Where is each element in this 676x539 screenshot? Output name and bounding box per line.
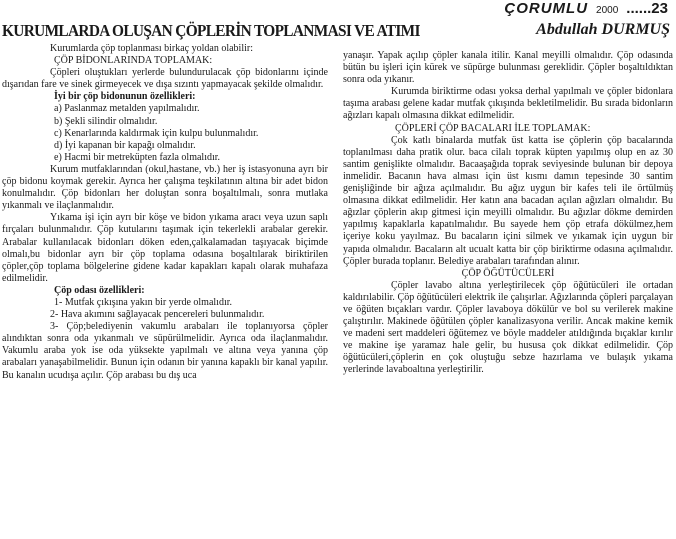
article-author: Abdullah DURMUŞ	[536, 21, 670, 38]
column-right	[343, 50, 673, 377]
paragraph: Çöpler lavabo altına yerleştirilecek çöp öğütücüleri ile ortadan kaldırılabilir. Çöp öğütücüleri elektrik ile çalışırlar. Ağızlarında çöpleri parçalayan ve öğüten bıçakları vardır. Çöpler lavaboya dökülür ve bol su verilerek makine çalıştırılır. Makinede öğütülen çöpler kanalizasyona verilir. Ancak makine kemik ve madeni sert maddeleri öğütemez ve böyle maddeler atıldığında bıçaklar kırılır ve makine işe yaramaz hale gelir, bu hususa çok dikkat edilmelidir. Çöp öğütücüleri,çöplerin en çok oluştuğu sebze hazırlama ve bulaşık yıkama yerlerinde lavaboaltına yerleştirilir.	[343, 279, 673, 376]
masthead	[504, 0, 668, 18]
section-heading-bins: ÇÖP BİDONLARINDA TOPLAMAK:	[54, 55, 213, 67]
list-item: 3- Çöp;belediyenin vakumlu arabaları ile toplanıyorsa çöpler alındıktan sonra oda yıkanmalı ve süpürülmelidir. Ayrıca oda ilaçlanmalıdır. Vakumlu araba yok ise oda yüksekte yapılmalı ve altına veya yanına çöp arabaları yanaşabilmelidir. Bunun için odanın bir yanına kapaklı bir kanal yapılır. Bu kanalın ucudışa açılır. Çöp arabası bu dış uca	[2, 321, 328, 381]
list-item: 2- Hava akımını sağlayacak pencereleri bulunmalıdır.	[50, 309, 265, 321]
list-item: a) Paslanmaz metalden yapılmalıdır.	[54, 103, 200, 115]
paragraph: yanaşır. Yapak açılıp çöpler kanala itilir. Kanal meyilli olmalıdır. Çöp odasında bütün bu işleri için kürek ve süpürge bulunması gereklidir. Çöpler boşaltıldıktan sonra oda yıkanır.	[343, 50, 673, 86]
paragraph: Çok katlı binalarda mutfak üst katta ise çöplerin çöp bacalarında toplanılması daha pratik olur. baca cilalı toprak küpten yapılmış olup en az 30 santim genişlikte olmalıdır. Bacaaşağıda toprak seviyesinde bulunan bir depoya inmelidir. Bacanın hava alması için üst kısmı damın tepesinde 30 santim genişliğinde bir ağıza açılmalıdır. Bu ağız uygun bir kafes teli ile örtülmüş olmasına dikkat edilmelidir. Her katın ana bacadan açılan ağızları olmalıdır. Bu ağızlar çöplerin akıp gitmesi için meyilli olmalıdır. Bu ağızlar dökme demirden yapılmış kapaklarla kapatılmalıdır. Bu sayede hem çöp etrafa dökülmez,hem içeriye koku yayılmaz. Bu bacaların içini silmek ve yıkamak için uygun bir yapıda olmalıdır. Bacaların alt ucualt katta bir çöp biriktirme odasına açılmalıdır. Çöpler burada toplanır. Belediye arabaları tarafından alınır.	[343, 134, 673, 267]
paragraph: Kurum mutfaklarından (okul,hastane, vb.) her iş istasyonuna ayrı bir çöp bidonu koymak gerekir. Ayrıca her çalışma teşkilatının altına bir adet bidon konulmalıdır. Çöp bidonları her doluştan sonra boşaltılmalı, sonra mutlaka yıkanmalı ve ilaçlanmalıdır.	[2, 163, 328, 212]
section-heading-chutes: ÇÖPLERİ ÇÖP BACALARI İLE TOPLAMAK:	[395, 122, 591, 134]
paragraph: Kurumda biriktirme odası yoksa derhal yapılmalı ve çöpler bidonlara taşıma arabası gelene kadar mutfak çıkışında bekletilmelidir. Bu sırada bidonların ağızları kapalı olmasına dikkat edilmelidir.	[343, 86, 673, 122]
list-item: c) Kenarlarında kaldırmak için kulpu bulunmalıdır.	[54, 127, 259, 139]
subheading-bin-features: İyi bir çöp bidonunun özellikleri:	[54, 91, 196, 103]
article-title: KURUMLARDA OLUŞAN ÇÖPLERİN TOPLANMASI VE ATIMI	[2, 21, 420, 40]
section-heading-grinders: ÇÖP ÖĞÜTÜCÜLERİ	[461, 267, 555, 279]
list-item: e) Hacmi bir metreküpten fazla olmalıdır.	[54, 151, 221, 163]
subheading-room-features: Çöp odası özellikleri:	[54, 284, 145, 296]
list-item: d) İyi kapanan bir kapağı olmalıdır.	[54, 139, 196, 151]
issue-year: 2000	[596, 5, 619, 16]
paragraph: Yıkama işi için ayrı bir köşe ve bidon yıkama aracı veya uzun saplı fırçaları bulunmalıdır. Çöp kutularını taşımak için tekerlekli arabalar gerekir. Arabalar kullanılacak bidonları döken eden,çalkalamadan taşıyacak biçimde olmalı,bu bidonlar ayrı bir çöp toplama odasına boşaltılarak biriktirilen çöpler,çöp toplama bölgelerine gidene kadar kapakları kapalı olarak muhafaza edilmelidir.	[2, 212, 328, 284]
list-item: 1- Mutfak çıkışına yakın bir yerde olmalıdır.	[54, 296, 233, 308]
list-item: b) Şekli silindir olmalıdır.	[54, 115, 158, 127]
paragraph: Çöpleri oluştukları yerlerde bulundurulacak çöp bidonlarını içinde dışarıdan fare ve sinek girmeyecek ve dışa sızıntı yapmayacak şekilde olmalıdır.	[2, 67, 328, 91]
column-left	[2, 43, 328, 382]
newspaper-name: ÇORUMLU	[504, 0, 589, 17]
intro-paragraph: Kurumlarda çöp toplanması birkaç yoldan olabilir:	[50, 43, 253, 54]
page-number: ......23	[626, 0, 668, 17]
